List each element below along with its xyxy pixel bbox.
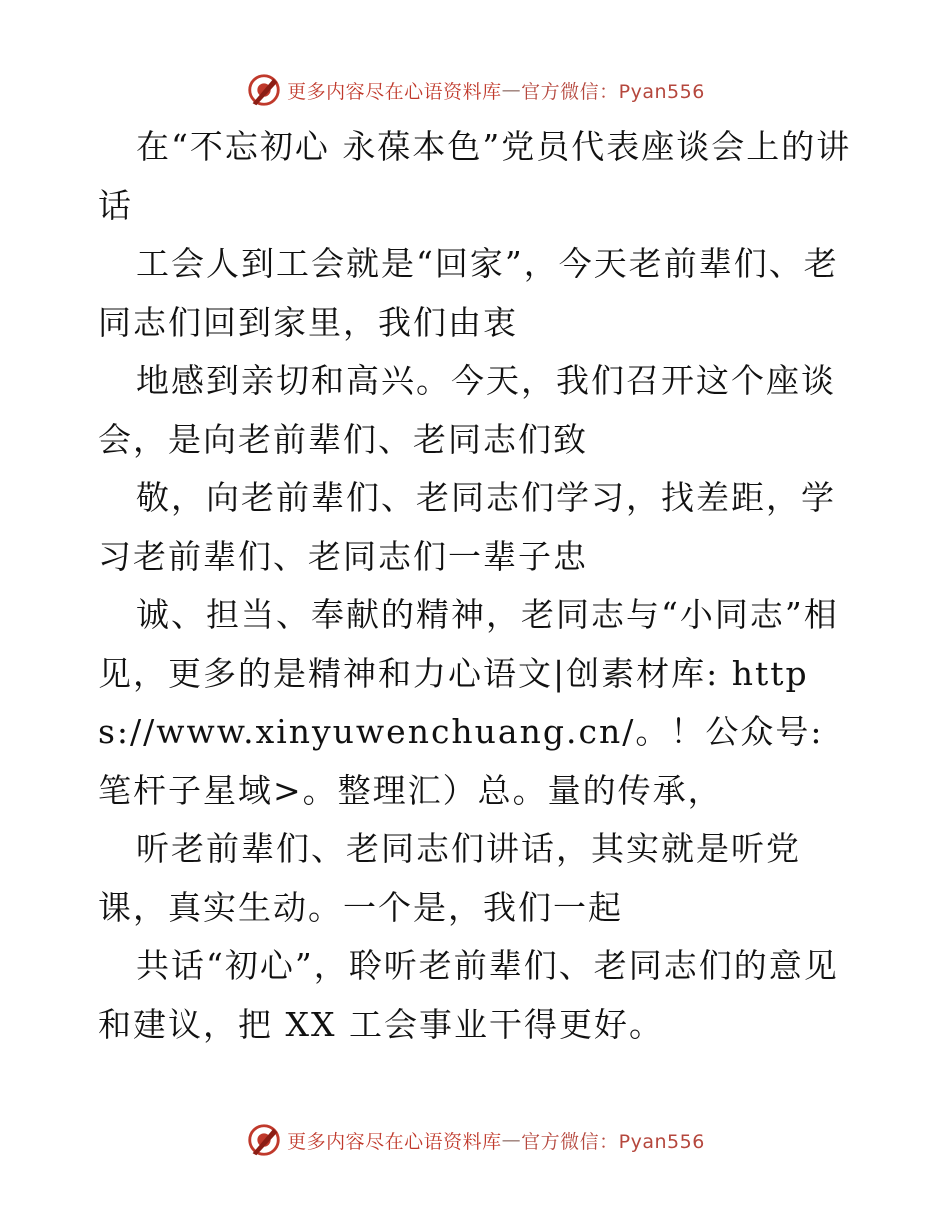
paragraph: 工会人到工会就是“回家”，今天老前辈们、老同志们回到家里，我们由衷 <box>98 244 839 342</box>
paragraph: 地感到亲切和高兴。今天，我们召开这个座谈会，是向老前辈们、老同志们致 <box>98 361 836 459</box>
header-separator: — <box>501 79 522 101</box>
header-promo-text: 更多内容尽在心语资料库 <box>287 80 502 103</box>
document-body <box>98 118 858 1054</box>
header-banner <box>0 68 950 112</box>
paragraph: 敬，向老前辈们、老同志们学习，找差距，学习老前辈们、老同志们一辈子忠 <box>98 478 836 576</box>
paragraph: 共话“初心”，聆听老前辈们、老同志们的意见和建议，把 XX 工会事业干得更好。 <box>98 946 839 1044</box>
footer-wechat-text: 官方微信：Pyan556 <box>521 1130 705 1153</box>
paragraph-title: 在“不忘初心 永葆本色”党员代表座谈会上的讲话 <box>98 127 852 225</box>
footer-promo-text: 更多内容尽在心语资料库 <box>287 1130 502 1153</box>
pen-logo-icon <box>245 71 283 109</box>
paragraph: 诚、担当、奉献的精神，老同志与“小同志”相见，更多的是精神和力心语文|创素材库: https://www.xinyuwenchuang.cn/。！公众号: 笔杆子星域>。整理汇）总。量的传承， <box>98 595 839 810</box>
paragraph: 听老前辈们、老同志们讲话，其实就是听党课，真实生动。一个是，我们一起 <box>98 829 801 927</box>
pen-logo-icon <box>245 1121 283 1159</box>
footer-banner <box>0 1118 950 1162</box>
footer-separator: — <box>501 1129 522 1151</box>
header-wechat-text: 官方微信：Pyan556 <box>521 80 705 103</box>
